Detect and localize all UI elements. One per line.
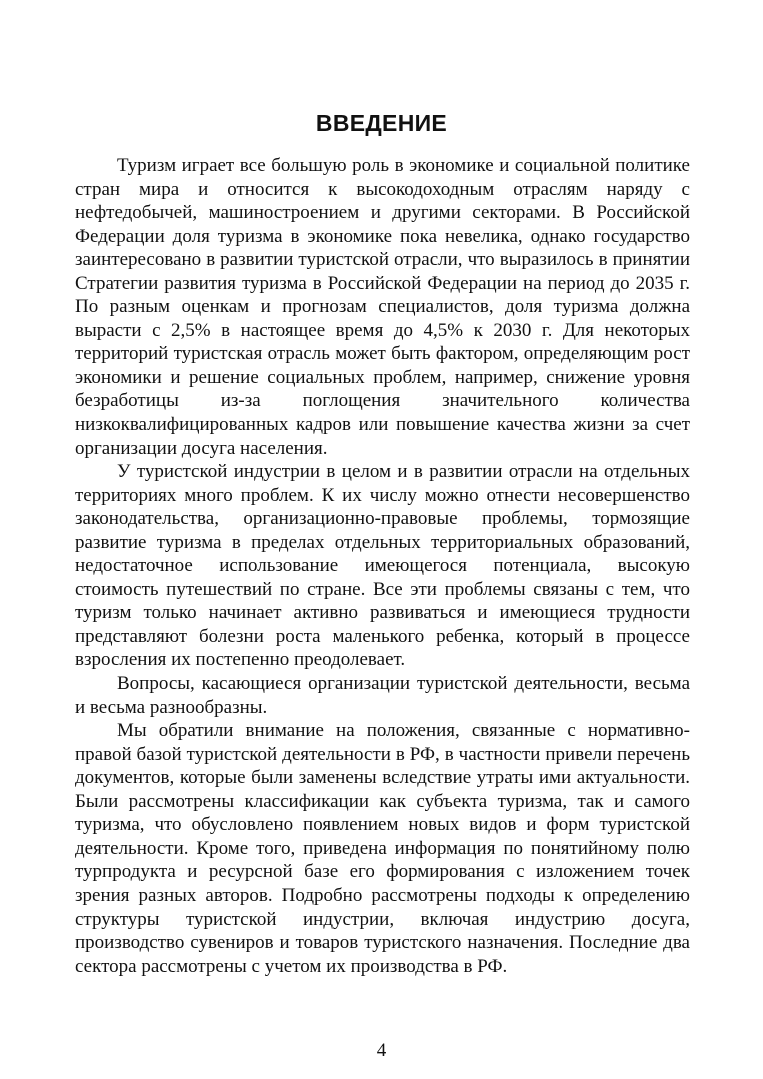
page-number: 4 bbox=[376, 1040, 387, 1061]
paragraph: Мы обратили внимание на положения, связанные с нормативно-правой базой туристской деятельности в РФ, в частности привели перечень документов, которые были заменены вследствие утраты ими актуальности. Были рассмотрены классификации как субъекта туризма, так и самого туризма, что обусловлено появлением новых видов и форм туристской деятельности. Кроме того, приведена информация по понятийному полю турпродукта и ресурсной базе его формирования с изложением точек зрения разных авторов. Подробно рассмотрены подходы к определению структуры туристской индустрии, включая индустрию досуга, производство сувениров и товаров туристского назначения. Последние два сектора рассмотрены с учетом их производства в РФ. bbox=[75, 720, 690, 977]
paragraph: У туристской индустрии в целом и в развитии отрасли на отдельных территориях много проблем. К их числу можно отнести несовершенство законодательства, организационно-правовые проблемы, тормозящие развитие туризма в пределах отдельных территориальных образований, недостаточное использование имеющегося потенциала, высокую стоимость путешествий по стране. Все эти проблемы связаны с тем, что туризм только начинает активно развиваться и имеющиеся трудности представляют болезни роста маленького ребенка, который в процессе взросления их постепенно преодолевает. bbox=[75, 461, 690, 671]
page-title: ВВЕДЕНИЕ bbox=[315, 110, 448, 136]
body-text bbox=[75, 154, 690, 978]
paragraph: Вопросы, касающиеся организации туристской деятельности, весьма и весьма разнообразны. bbox=[75, 673, 690, 718]
paragraph: Туризм играет все большую роль в экономике и социальной политике стран мира и относится к высокодоходным отраслям наряду с нефтедобычей, машиностроением и другими секторами. В Российской Федерации доля туризма в экономике пока невелика, однако государство заинтересовано в развитии туристской отрасли, что выразилось в принятии Стратегии развития туризма в Российской Федерации на период до 2035 г. По разным оценкам и прогнозам специалистов, доля туризма должна вырасти с 2,5% в настоящее время до 4,5% к 2030 г. Для некоторых территорий туристская отрасль может быть фактором, определяющим рост экономики и решение социальных проблем, например, снижение уровня безработицы из-за поглощения значительного количества низкоквалифицированных кадров или повышение качества жизни за счет организации досуга населения. bbox=[75, 155, 690, 459]
